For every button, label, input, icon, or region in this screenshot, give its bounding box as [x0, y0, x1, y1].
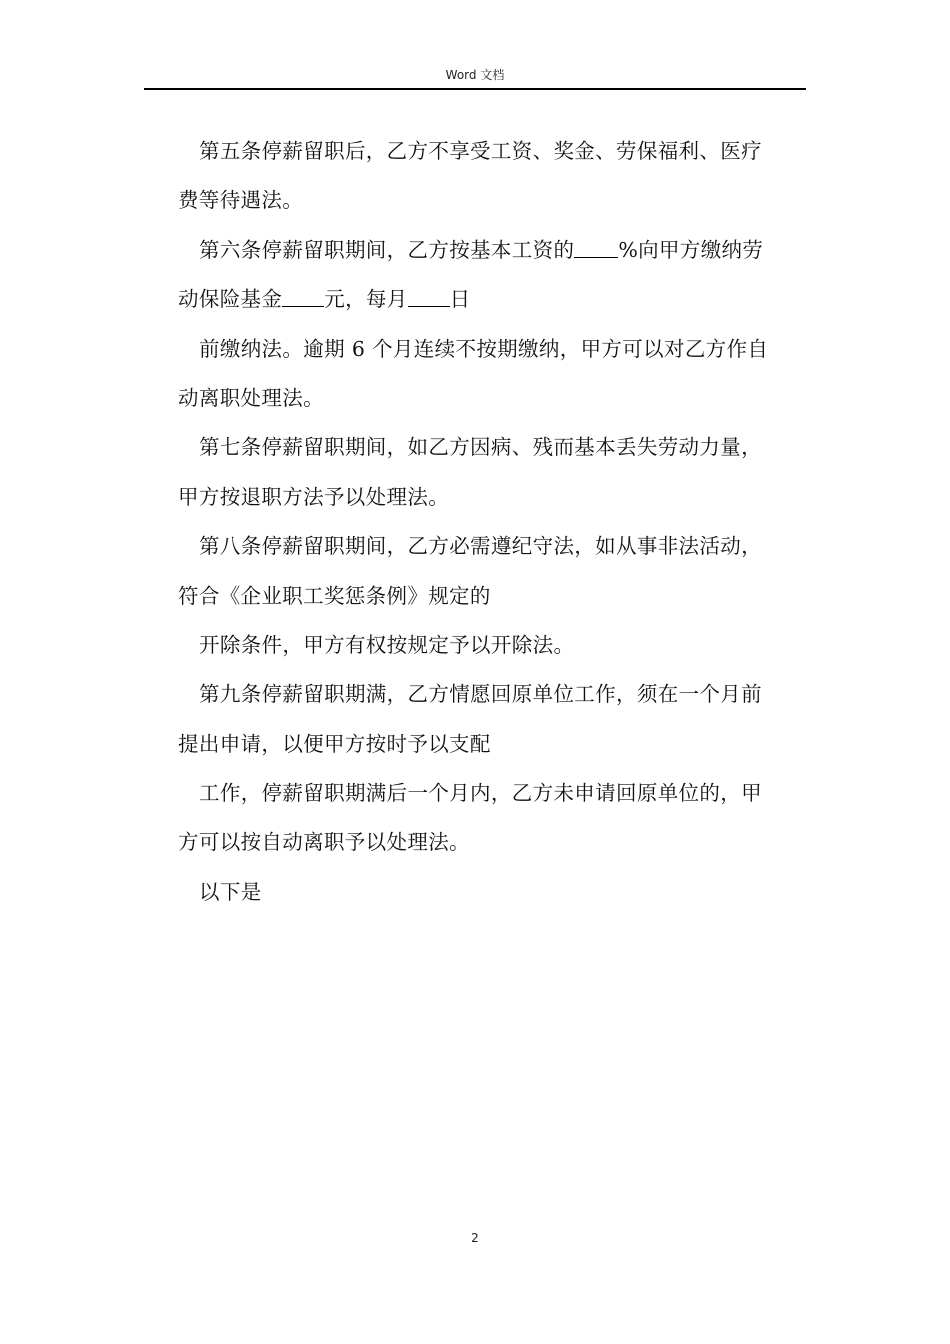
blank-day-field	[408, 288, 450, 307]
article-6-text-c: 动保险基金	[178, 287, 283, 312]
blank-amount-field	[282, 288, 324, 307]
article-6-line-2	[178, 275, 804, 324]
article-6-line-4: 动离职处理法。	[178, 385, 324, 410]
blank-percent-field	[574, 239, 618, 258]
header-divider	[144, 88, 806, 90]
article-9-line-2: 提出申请，以便甲方按时予以支配	[178, 731, 491, 756]
article-6-text-e: 日	[449, 287, 471, 312]
article-9-line-3: 工作，停薪留职期满后一个月内，乙方未申请回原单位的，甲	[199, 781, 762, 806]
page-number: 2	[471, 1231, 479, 1245]
article-7-line-2: 甲方按退职方法予以处理法。	[178, 484, 450, 509]
closing-line: 以下是	[199, 879, 262, 904]
article-7-line-1: 第七条停薪留职期间，如乙方因病、残而基本丢失劳动力量，	[199, 435, 762, 460]
document-body	[178, 127, 804, 917]
article-6-text-d: 元，每月	[324, 287, 408, 312]
article-6-line-3: 前缴纳法。逾期 6 个月连续不按期缴纳，甲方可以对乙方作自	[199, 336, 769, 361]
article-8-line-3: 开除条件，甲方有权按规定予以开除法。	[199, 632, 575, 657]
article-9-line-1: 第九条停薪留职期满，乙方情愿回原单位工作，须在一个月前	[199, 682, 762, 707]
article-8-line-2: 符合《企业职工奖惩条例》规定的	[178, 583, 491, 608]
article-5-line-2: 费等待遇法。	[178, 188, 304, 213]
article-5-line-1: 第五条停薪留职后，乙方不享受工资、奖金、劳保福利、医疗	[199, 139, 762, 163]
article-6-text-b: %向甲方缴纳劳	[618, 237, 764, 262]
article-6-text-a: 第六条停薪留职期间，乙方按基本工资的	[199, 237, 575, 262]
article-9-line-4: 方可以按自动离职予以处理法。	[178, 830, 470, 855]
page-header-title: Word 文档	[445, 68, 505, 82]
article-8-line-1: 第八条停薪留职期间，乙方必需遵纪守法，如从事非法活动，	[199, 534, 762, 559]
article-6-line-1	[178, 226, 804, 275]
